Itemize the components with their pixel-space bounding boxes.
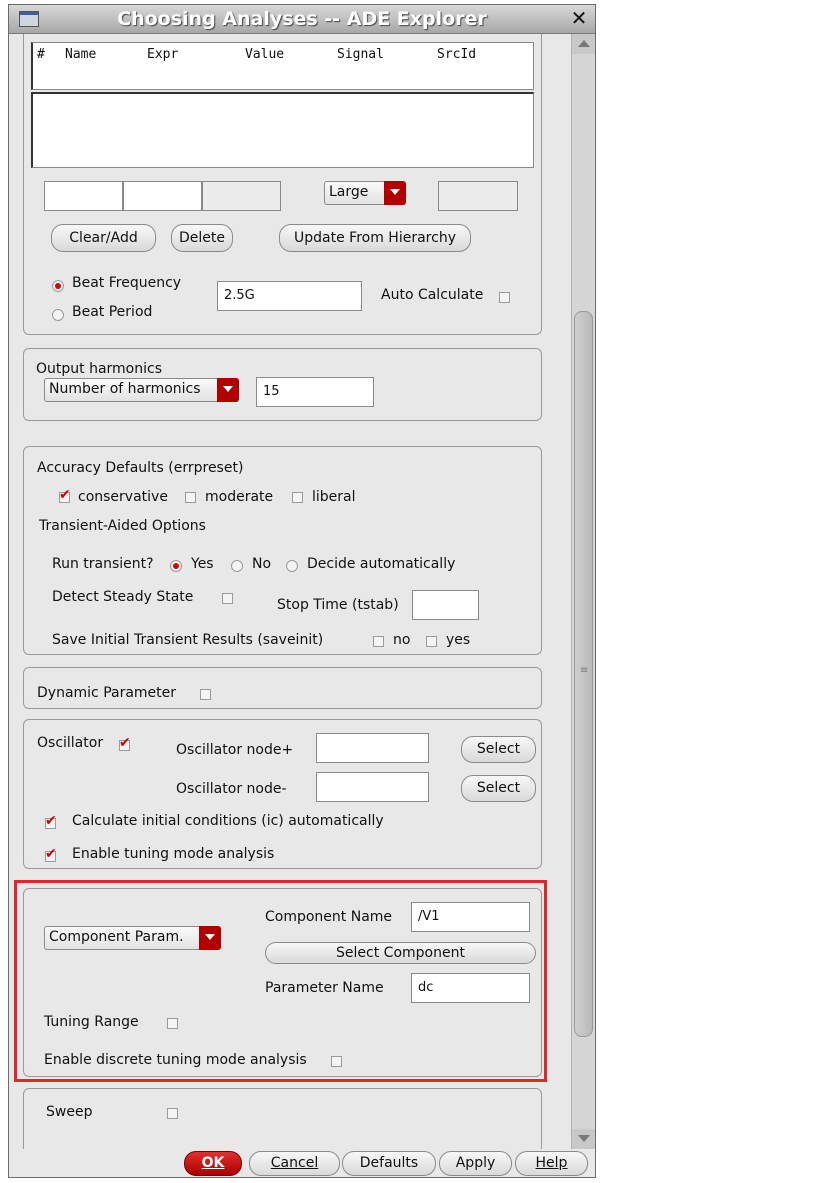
- run-transient-yes-label: Yes: [191, 556, 214, 572]
- size-select[interactable]: [324, 181, 406, 205]
- scroll-down-icon[interactable]: [572, 1129, 595, 1149]
- harmonics-mode-value: Number of harmonics: [49, 381, 201, 397]
- beat-frequency-label: Beat Frequency: [72, 275, 182, 291]
- tones-table-body[interactable]: [31, 92, 534, 168]
- stop-time-field[interactable]: [412, 590, 479, 620]
- moderate-label: moderate: [205, 489, 274, 505]
- auto-calculate-label: Auto Calculate: [381, 287, 484, 303]
- conservative-label: conservative: [78, 489, 168, 505]
- sweep-label: Sweep: [46, 1104, 93, 1120]
- component-name-label: Component Name: [265, 909, 393, 925]
- oscillator-checkbox[interactable]: [119, 740, 130, 751]
- scroll-thumb[interactable]: [574, 311, 593, 1037]
- sweep-checkbox[interactable]: [167, 1108, 178, 1119]
- run-transient-auto-label: Decide automatically: [307, 556, 456, 572]
- stop-time-label: Stop Time (tstab): [277, 597, 399, 613]
- oscillator-node-plus-label: Oscillator node+: [176, 742, 294, 758]
- fundamental-tones-group: [23, 34, 542, 335]
- tone-value-field: [202, 181, 281, 211]
- title-bar: [9, 5, 595, 34]
- liberal-checkbox[interactable]: [292, 492, 303, 503]
- detect-steady-state-label: Detect Steady State: [52, 589, 194, 605]
- close-icon[interactable]: ✕: [570, 6, 588, 30]
- auto-calculate-checkbox[interactable]: [499, 292, 510, 303]
- clear-add-button[interactable]: Clear/Add: [51, 224, 156, 252]
- size-select-value: Large: [329, 184, 369, 200]
- oscillator-group: [23, 719, 542, 869]
- tuning-mode-checkbox[interactable]: [45, 851, 56, 862]
- run-transient-no-radio[interactable]: [231, 560, 243, 572]
- highlight-box: [14, 880, 547, 1082]
- save-initial-yes-label: yes: [446, 632, 471, 648]
- liberal-label: liberal: [312, 489, 356, 505]
- run-transient-auto-radio[interactable]: [286, 560, 298, 572]
- col-index: #: [37, 47, 45, 62]
- dynamic-parameter-group: [23, 667, 542, 709]
- tone-expr-field[interactable]: [123, 181, 202, 211]
- ok-button[interactable]: OK: [184, 1151, 242, 1176]
- sweep-group: [23, 1088, 542, 1149]
- transient-aided-title: Transient-Aided Options: [39, 518, 206, 534]
- select-component-button[interactable]: Select Component: [265, 942, 536, 964]
- grip-icon: ≡: [580, 665, 589, 676]
- conservative-checkbox[interactable]: [59, 492, 70, 503]
- defaults-button[interactable]: Defaults: [342, 1151, 436, 1176]
- parameter-name-label: Parameter Name: [265, 980, 384, 996]
- dynamic-parameter-label: Dynamic Parameter: [37, 685, 177, 701]
- beat-period-label: Beat Period: [72, 304, 153, 320]
- tone-srcid-field: [438, 181, 518, 211]
- run-transient-label: Run transient?: [52, 556, 154, 572]
- col-signal: Signal: [337, 47, 384, 62]
- harmonics-count-field[interactable]: 15: [256, 377, 374, 407]
- vertical-scrollbar[interactable]: [571, 34, 595, 1149]
- run-transient-yes-radio[interactable]: [170, 560, 182, 572]
- discrete-tuning-label: Enable discrete tuning mode analysis: [44, 1052, 307, 1068]
- run-transient-no-label: No: [252, 556, 272, 572]
- harmonics-mode-select[interactable]: [44, 378, 239, 402]
- oscillator-label: Oscillator: [37, 735, 104, 751]
- parameter-name-field[interactable]: dc: [411, 973, 530, 1003]
- component-name-field[interactable]: /V1: [411, 902, 530, 932]
- cancel-button[interactable]: Cancel: [249, 1151, 340, 1176]
- moderate-checkbox[interactable]: [185, 492, 196, 503]
- delete-button[interactable]: Delete: [171, 224, 233, 252]
- accuracy-defaults-title: Accuracy Defaults (errpreset): [37, 460, 244, 476]
- save-initial-no-label: no: [393, 632, 411, 648]
- col-srcid: SrcId: [437, 47, 477, 62]
- help-button[interactable]: Help: [515, 1151, 588, 1176]
- window-title: Choosing Analyses -- ADE Explorer: [117, 8, 487, 30]
- chevron-down-icon: [217, 378, 239, 402]
- oscillator-node-minus-field[interactable]: [316, 772, 429, 802]
- oscillator-node-minus-label: Oscillator node-: [176, 781, 287, 797]
- tone-name-field[interactable]: [44, 181, 123, 211]
- tuning-mode-label: Enable tuning mode analysis: [72, 846, 275, 862]
- col-value: Value: [245, 47, 285, 62]
- dynamic-parameter-checkbox[interactable]: [200, 689, 211, 700]
- chevron-down-icon: [384, 181, 406, 205]
- tuning-range-label: Tuning Range: [44, 1014, 139, 1030]
- tones-table-header: [31, 42, 534, 90]
- col-expr: Expr: [147, 47, 179, 62]
- save-initial-no-checkbox[interactable]: [373, 636, 384, 647]
- detect-steady-state-checkbox[interactable]: [222, 593, 233, 604]
- dialog-button-bar: [9, 1149, 595, 1178]
- tuning-mode-value: Component Param.: [49, 929, 184, 945]
- accuracy-defaults-group: [23, 446, 542, 655]
- scroll-up-icon[interactable]: [572, 34, 595, 54]
- update-from-hierarchy-button[interactable]: Update From Hierarchy: [279, 224, 471, 252]
- select-node-plus-button[interactable]: Select: [461, 736, 536, 763]
- beat-frequency-radio[interactable]: [52, 280, 64, 292]
- calc-ic-checkbox[interactable]: [45, 818, 56, 829]
- beat-period-radio[interactable]: [52, 309, 64, 321]
- output-harmonics-group: [23, 348, 542, 421]
- apply-button[interactable]: Apply: [439, 1151, 512, 1176]
- calc-ic-label: Calculate initial conditions (ic) automatically: [72, 813, 384, 829]
- select-node-minus-button[interactable]: Select: [461, 775, 536, 802]
- oscillator-node-plus-field[interactable]: [316, 733, 429, 763]
- col-name: Name: [65, 47, 97, 62]
- save-initial-yes-checkbox[interactable]: [426, 636, 437, 647]
- beat-value-field[interactable]: 2.5G: [217, 281, 362, 311]
- save-initial-label: Save Initial Transient Results (saveinit): [52, 632, 324, 648]
- output-harmonics-title: Output harmonics: [36, 361, 162, 377]
